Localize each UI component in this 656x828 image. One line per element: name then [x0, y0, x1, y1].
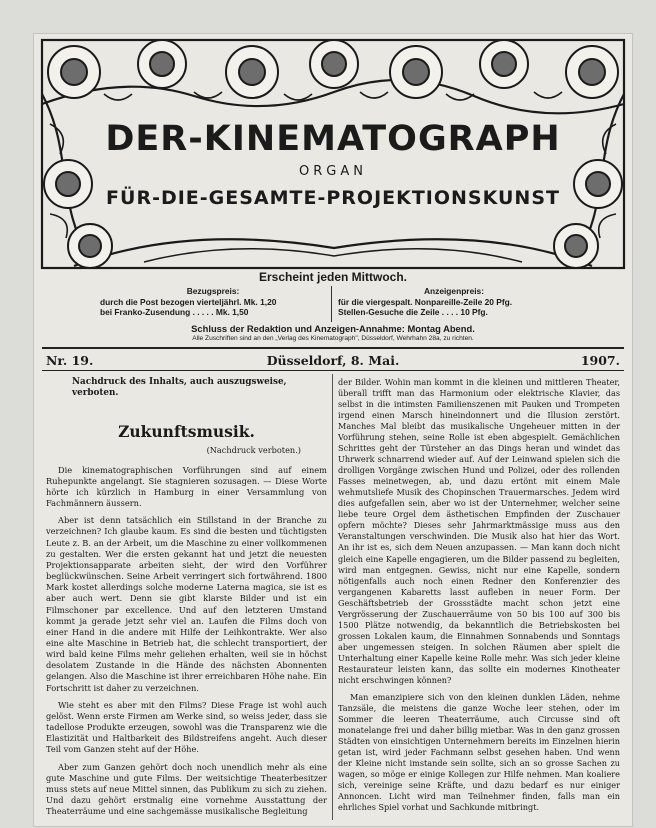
dateline	[46, 353, 620, 369]
masthead-title: DER-KINEMATOGRAPH	[105, 119, 561, 159]
column-divider	[332, 374, 333, 820]
issue-number: Nr. 19.	[46, 353, 94, 368]
publication-frequency: Erscheint jeden Mittwoch.	[258, 270, 408, 284]
paragraph: Aber zum Ganzen gehört doch noch unendlich mehr als eine gute Maschine und gute Films. Der weitsichtige Theaterbesitzer muss stets auf neue Mittel sinnen, das Publikum zu sich zu ziehen. Und dazu gehört erstmalig eine vornehme Ausstattung der Theaterräume und eine sachgemässe musikalische Begleitung	[46, 761, 327, 817]
price-divider	[331, 286, 332, 322]
paragraph: Man emanzipiere sich von den kleinen dunklen Läden, nehme Tanzsäle, die meistens die ganze Woche leer stehen, oder im Sommer die leeren Theaterräume, auch Circusse sind oft monatelange frei und daher billig mietbar. Was in den ganz grossen Städten von einsichtigen Unternehmern bereits im Einzelnen hierin getan ist, wird jeder Fachmann selbst gesehen haben. Und wenn der Kleine nicht imstande sein sollte, sich an so grosse Sachen zu wagen, so möge er einige Kollegen zur Hilfe nehmen. Man koaliere sich, vereinige seine Kräfte, und dazu bedarf es nur einiger Annoncen. Licht wird man Teilnehmer finden, falls man ein ehrliches Spiel vorhat und Sachkunde mitbringt.	[338, 691, 620, 813]
anzeigenpreis-line-1: für die viergespalt. Nonpareille-Zeile 20 Pfg.	[338, 296, 513, 307]
bezugspreis-heading: Bezugspreis:	[186, 286, 240, 296]
anzeigenpreis-block	[338, 286, 570, 318]
paragraph: der Bilder. Wohin man kommt in die kleinen und mittleren Theater, überall trifft man das Harmonium oder elektrische Klavier, das selbst in die intimsten Familienszenen mit Pauken und Trompeten irgend einen Marsch hineindonnert und die Illusion zerstört. Manches Mal bleibt das musikalische Ungeheuer mitten in der Vorführung stehen, seine Rolle ist eben abgespielt. Gemächlichen Schrittes geht der Türsteher an das Dings heran und windet das Uhrwerk schnarrend wieder auf. Auf der Leinwand spielen sich die drolligen Vorgänge zwischen Hund und Polizei, oder des rollenden Fasses meinetwegen, ab, und dazu ertönt mit einem Male wehmutsliefe Musik des Chopinschen Trauermarsches. Jedem wird dies aufgefallen sein, aber wo ist der Unternehmer, welcher seine liebe teure Orgel dem ästhetischen Empfinden der Zuschauer opfern möchte? Dieses sehr Jahrmarktmässige muss aus den Veranstaltungen verschwinden. Die Musik also hat hier das Wort. An ihr ist es, sich dem Neuen anzupassen. — Man kann doch nicht gleich eine Kapelle engagieren, um die Bilder passend zu begleiten, wird man entgegnen. Gewiss, nicht nur eine Kapelle, sondern nötigenfalls auch noch einen Redner den Konferenzier des vergangenen Kabaretts lasst aufleben in neuer Form. Der Geschäftsbetrieb der Grossstädte macht schon jetzt eine Vergrösserung der Zuschauerräume von 50 bis 100 auf 300 bis 1500 Plätze notwendig, da bekanntlich die Betriebskosten bei grossen Lokalen kaum, die Einnahmen Sonnabends und Sonntags aber ungemessen steigen. In solchen Räumen aber spielt die Unterhaltung einer Kapelle keine Rolle mehr. Was sich jeder kleine Restaurateur leisten kann, das sollte ein modernes Kinotheater nicht erschwingen können?	[338, 377, 620, 685]
issue-place-date: Düsseldorf, 8. Mai.	[266, 353, 400, 368]
correspondence-address: Alle Zuschriften sind an den „Verlag des Kinematograph", Düsseldorf, Wehrhahn 28a, zu richten.	[192, 335, 474, 342]
paragraph: Die kinematographischen Vorführungen sind auf einem Ruhepunkte angelangt. Sie stagnieren sozusagen. — Diese Worte hörte ich kürzlich in Hamburg in einer Versammlung von Fachmännern äussern.	[46, 464, 327, 509]
anzeigenpreis-heading: Anzeigenpreis:	[423, 286, 485, 296]
bezugspreis-block	[100, 286, 326, 318]
top-rule	[42, 347, 624, 349]
article-title: Zukunftsmusik.	[118, 422, 255, 442]
anzeigenpreis-line-2: Stellen-Gesuche die Zeile . . . . 10 Pfg.	[338, 307, 488, 317]
bezugspreis-line-1: durch die Post bezogen vierteljährl. Mk. 1,20	[100, 296, 277, 307]
paragraph: Wie steht es aber mit den Films? Diese Frage ist wohl auch gelöst. Wenn erste Firmen am Werke sind, so weiss jeder, dass sie tadellose Produkte erzeugen, sowohl was die Transparenz wie die Elastizität und Haltbarkeit des Bildstreifens angeht. Auch dieser Teil vom Ganzen steht auf der Höhe.	[46, 699, 327, 755]
masthead-subtitle: FÜR-DIE-GESAMTE-PROJEKTIONSKUNST	[106, 187, 560, 209]
paragraph: Aber ist denn tatsächlich ein Stillstand in der Branche zu verzeichnen? Ich glaube kaum. Es sind die besten und tüchtigsten Leute z. B. an der Arbeit, um die Maschine zu einer vollkommenen zu gestalten. Wer die ersten gekannt hat und jetzt die neuesten Projektionsapparate arbeiten sieht, der wird den Vorführer beglückwünschen. Seine Arbeit verringert sich fortwährend. 1800 Mark kostet allerdings solche moderne Laterna magica, sie ist es aber auch wert. Denn sie gibt klarste Bilder und ist ein Filmschoner par excellence. Und auf den letzteren Umstand kommt ja gerade jetzt sehr viel an. Laufen die Films doch von einer Hand in die andere mit Hilfe der Leihkontrakte. Wer also eine alte Maschine in Betrieb hat, die schlecht transportiert, der wird bald keine Films mehr geliehen erhalten, weil sie in höchst desolatem Zustande in die Hände des nächsten Abonnenten gelangen. Also die Maschine ist ihrer erreichbaren Höhe nahe. Ein Fortschritt ist daher zu verzeichnen.	[46, 515, 327, 693]
issue-year: 1907.	[580, 353, 620, 368]
bezugspreis-line-2: bei Franko-Zusendung . . . . . Mk. 1,50	[100, 307, 249, 317]
article-column-right	[338, 377, 620, 813]
reprint-note: (Nachdruck verboten.)	[206, 445, 301, 456]
masthead-organ: ORGAN	[299, 164, 367, 179]
article-column-left	[46, 377, 327, 817]
newspaper-page	[34, 34, 632, 826]
dateline-rule	[42, 370, 624, 371]
nachdruck-notice: Nachdruck des Inhalts, auch auszugsweise, verboten.	[72, 377, 287, 399]
editorial-deadline: Schluss der Redaktion und Anzeigen-Annahme: Montag Abend.	[191, 323, 475, 334]
